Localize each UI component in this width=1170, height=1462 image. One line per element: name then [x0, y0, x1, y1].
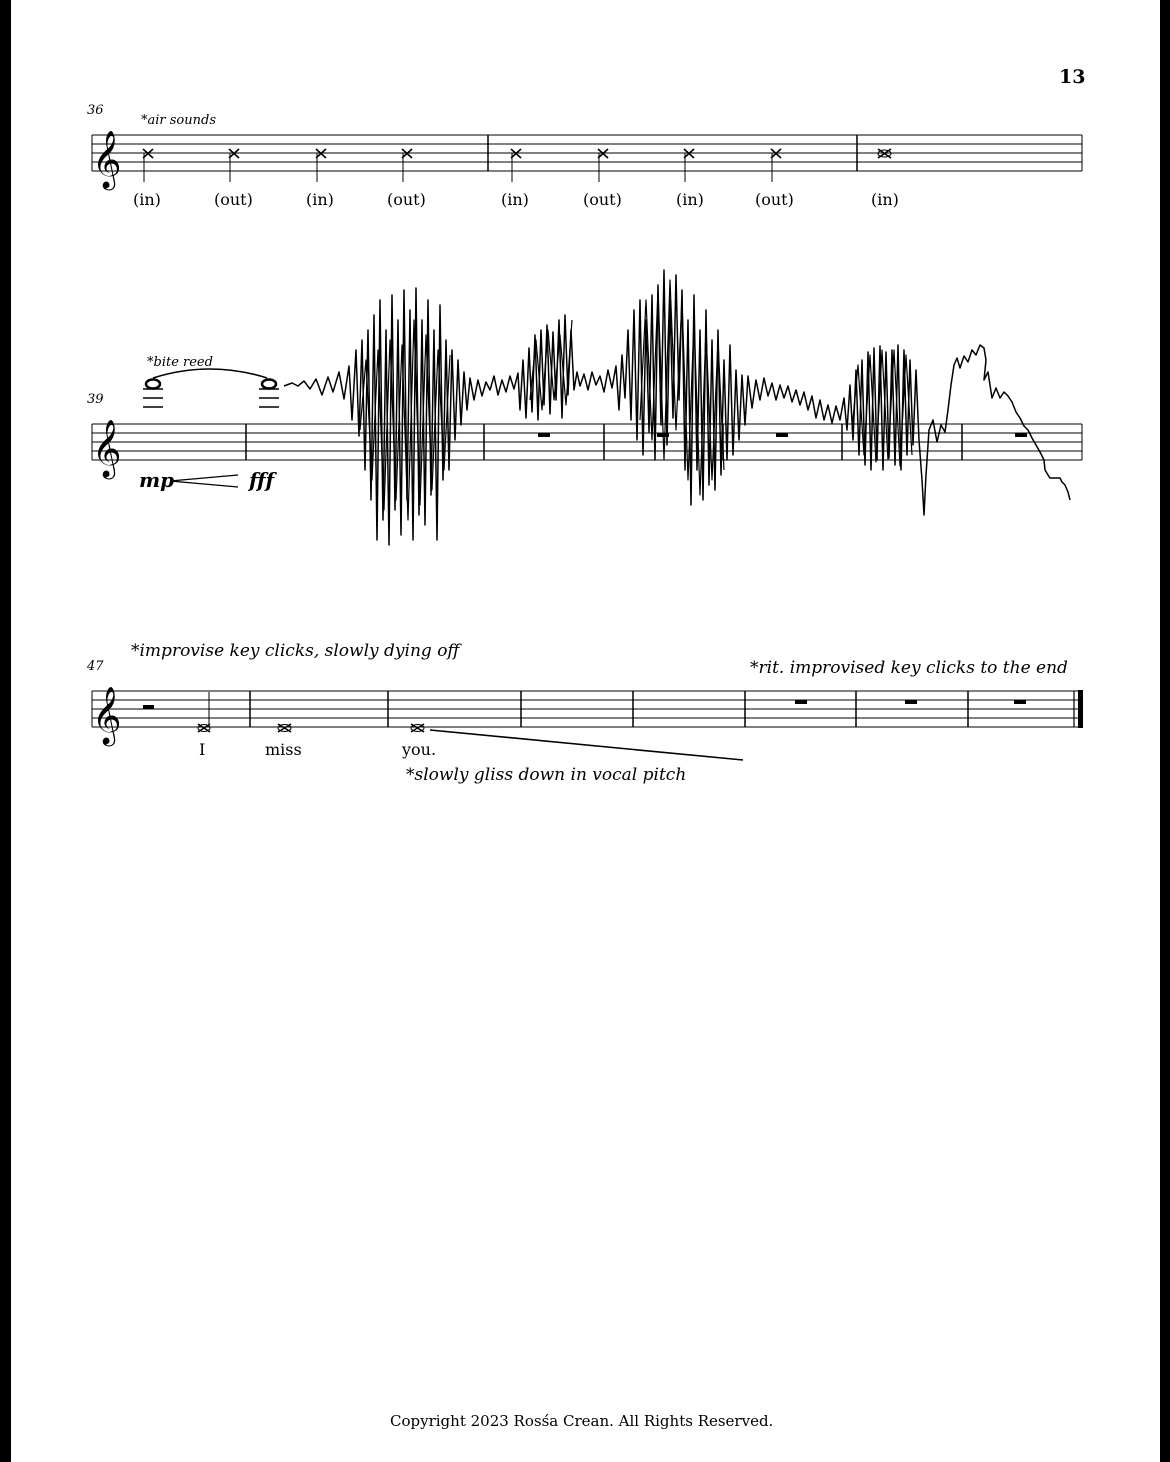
- svg-text:𝄞: 𝄞: [92, 130, 122, 188]
- x-noteheads-system-1: [143, 149, 891, 182]
- measure-number-36: 36: [87, 103, 104, 118]
- treble-clef-icon-2: [92, 419, 122, 480]
- lyric-in-1: (in): [133, 190, 161, 209]
- staff-system-3: [92, 691, 1082, 727]
- final-barline: [1078, 690, 1083, 728]
- waveform-graphic: [284, 270, 1070, 545]
- lyric-in-3: (in): [501, 190, 529, 209]
- lyric-out-2: (out): [387, 190, 426, 209]
- lyric-miss: miss: [265, 740, 302, 759]
- lyric-you: you.: [402, 740, 437, 759]
- rit-instruction: *rit. improvised key clicks to the end: [750, 658, 1068, 678]
- dynamic-fff: fff: [249, 468, 275, 492]
- rests-system-3: [143, 700, 1026, 709]
- x-noteheads-system-3: [198, 692, 424, 732]
- page-number: 13: [1059, 66, 1086, 88]
- air-sounds-instruction: *air sounds: [141, 113, 216, 128]
- dynamic-mp: mp: [139, 468, 175, 492]
- staff-system-1: [92, 135, 1082, 171]
- lyric-in-4: (in): [676, 190, 704, 209]
- copyright-notice: Copyright 2023 Rosśa Crean. All Rights Reserved.: [390, 1412, 774, 1430]
- measure-number-47: 47: [87, 659, 104, 674]
- lyric-out-1: (out): [214, 190, 253, 209]
- lyric-i: I: [199, 740, 206, 759]
- crescendo-hairpin: [170, 475, 238, 487]
- measure-number-39: 39: [87, 392, 104, 407]
- lyric-out-4: (out): [755, 190, 794, 209]
- svg-text:𝄞: 𝄞: [92, 419, 122, 477]
- tie-arc: [153, 369, 267, 378]
- whole-notes-bite-reed: [143, 380, 279, 408]
- lyric-in-2: (in): [306, 190, 334, 209]
- glissando-line: [430, 730, 743, 760]
- staff-system-2: [92, 424, 1082, 460]
- svg-text:𝄞: 𝄞: [92, 686, 122, 744]
- rests-system-2: [538, 433, 1027, 437]
- key-clicks-instruction: *improvise key clicks, slowly dying off: [131, 641, 460, 661]
- lyric-out-3: (out): [583, 190, 622, 209]
- lyric-in-5: (in): [871, 190, 899, 209]
- gliss-instruction: *slowly gliss down in vocal pitch: [406, 765, 687, 785]
- treble-clef-icon: [92, 130, 122, 191]
- treble-clef-icon-3: [92, 686, 122, 747]
- bite-reed-instruction: *bite reed: [147, 355, 213, 370]
